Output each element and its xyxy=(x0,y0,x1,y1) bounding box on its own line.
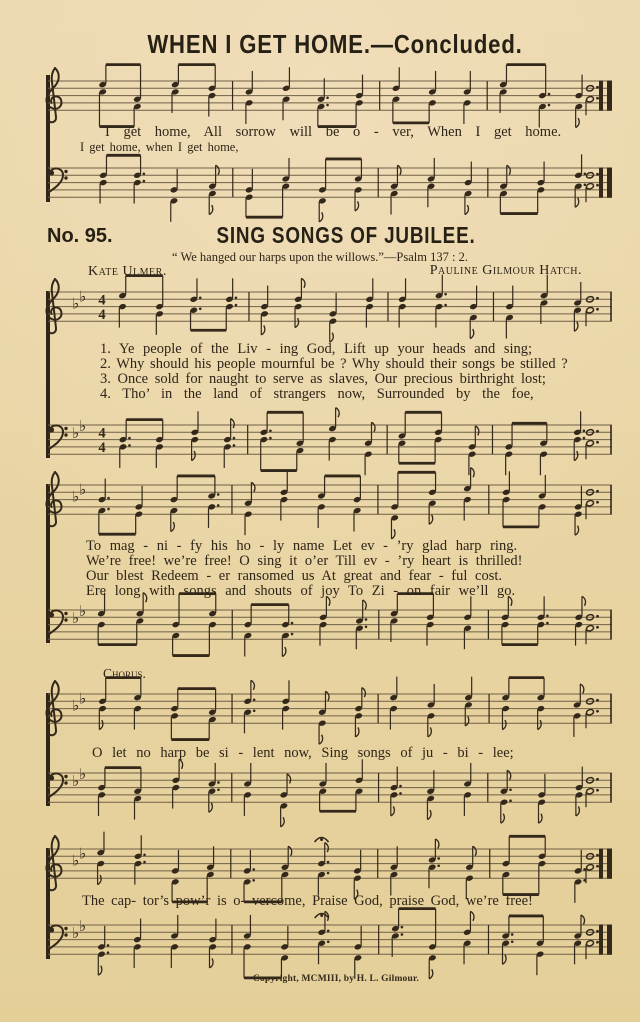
bass-staff-5 xyxy=(40,903,620,979)
staff-lines xyxy=(48,849,612,878)
staff-lines xyxy=(48,81,612,110)
system-3-lyric-line-4: Ere long with songs and shouts of joy To Zi - on fair we’ll go. xyxy=(86,583,516,599)
note-cluster xyxy=(97,909,599,979)
system-3-lyric-line-1: To mag - ni - fy his ho - ly name Let ev - ’ry glad harp ring. xyxy=(86,538,518,554)
treble-staff-4 xyxy=(40,672,620,750)
flat-sign: ♭ xyxy=(72,487,80,506)
flat-sign: ♭ xyxy=(79,844,87,863)
flat-sign: ♭ xyxy=(79,765,87,783)
system-1-lyric-line-1: I get home, All sorrow will be o - ver, When I get home. xyxy=(105,124,562,140)
system-2-lyric-line-4: 4. Tho’ in the land of strangers now, Surrounded by the foe, xyxy=(100,386,534,402)
bass-clef-icon xyxy=(49,168,68,192)
bass-clef-icon xyxy=(49,773,68,797)
treble-staff-2 xyxy=(40,270,620,348)
time-signature: 4 xyxy=(98,440,106,456)
bass-clef-icon xyxy=(49,425,68,449)
scripture-reference: “ We hanged our harps upon the willows.”—Psalm 137 : 2. xyxy=(172,250,468,264)
flat-sign: ♭ xyxy=(72,924,80,942)
staff-lines xyxy=(48,292,612,321)
flat-sign: ♭ xyxy=(72,772,80,790)
bass-clef-icon xyxy=(49,610,68,634)
staff-lines xyxy=(48,773,612,802)
time-signature: 4 xyxy=(98,307,106,323)
staff-lines xyxy=(48,610,612,639)
song-number: No. 95. xyxy=(47,225,113,247)
system-1-lyric-line-2: I get home, when I get home, xyxy=(80,140,239,154)
system-3-lyric-line-2: We’re free! we’re free! O sing it o’er Till ev - ’ry heart is thrilled! xyxy=(86,553,523,569)
note-cluster xyxy=(98,65,598,128)
system-2-lyric-line-3: 3. Once sold for naught to serve as slaves, Our precious birthright lost; xyxy=(100,371,546,387)
flat-sign: ♭ xyxy=(79,602,87,620)
note-cluster xyxy=(118,275,599,343)
system-2-lyric-line-2: 2. Why should his people mournful be ? Why should their songs be stilled ? xyxy=(100,356,568,372)
flat-sign: ♭ xyxy=(72,696,80,715)
treble-staff-3 xyxy=(40,462,620,540)
flat-sign: ♭ xyxy=(72,851,80,870)
flat-sign: ♭ xyxy=(72,294,80,313)
song-title: SING SONGS OF JUBILEE. xyxy=(216,222,476,248)
previous-song-title: WHEN I GET HOME.—Concluded. xyxy=(147,29,523,59)
flat-sign: ♭ xyxy=(72,424,80,442)
flat-sign: ♭ xyxy=(79,689,87,708)
note-cluster xyxy=(98,677,599,745)
time-signature: 4 xyxy=(98,425,106,442)
bass-staff-4 xyxy=(40,752,620,826)
flat-sign: ♭ xyxy=(79,287,87,306)
time-signature: 4 xyxy=(98,292,106,309)
note-cluster xyxy=(99,154,599,222)
fermata-icon xyxy=(315,914,329,919)
flat-sign: ♭ xyxy=(79,480,87,499)
staff-lines xyxy=(48,925,612,954)
fermata-icon xyxy=(315,838,329,843)
note-cluster xyxy=(97,759,598,827)
flat-sign: ♭ xyxy=(72,609,80,627)
staff-lines xyxy=(48,694,612,723)
system-4-lyric-line-1: O let no harp be si - lent now, Sing songs of ju - bi - lee; xyxy=(92,745,514,761)
system-5-lyric-line-1: The cap- tor’s pow’r is o- vercome, Praise God, praise God, we’re free! xyxy=(82,893,533,909)
note-cluster xyxy=(98,468,599,539)
composer-name: Pauline Gilmour Hatch. xyxy=(429,263,582,278)
flat-sign: ♭ xyxy=(79,917,87,935)
system-2-lyric-line-1: 1. Ye people of the Liv - ing God, Lift up your heads and sing; xyxy=(100,341,533,357)
chorus-label: Chorus. xyxy=(103,666,146,681)
flat-sign: ♭ xyxy=(79,417,87,435)
copyright-notice: Copyright, MCMIII, by H. L. Gilmour. xyxy=(252,974,420,984)
staff-lines xyxy=(48,485,612,514)
system-3-lyric-line-3: Our blest Redeem - er ransomed us At great and fear - ful cost. xyxy=(86,568,502,584)
lyricist-name: Kate Ulmer. xyxy=(88,264,167,279)
bass-staff-1 xyxy=(40,152,620,226)
staff-lines xyxy=(48,168,612,197)
bass-clef-icon xyxy=(49,925,68,949)
